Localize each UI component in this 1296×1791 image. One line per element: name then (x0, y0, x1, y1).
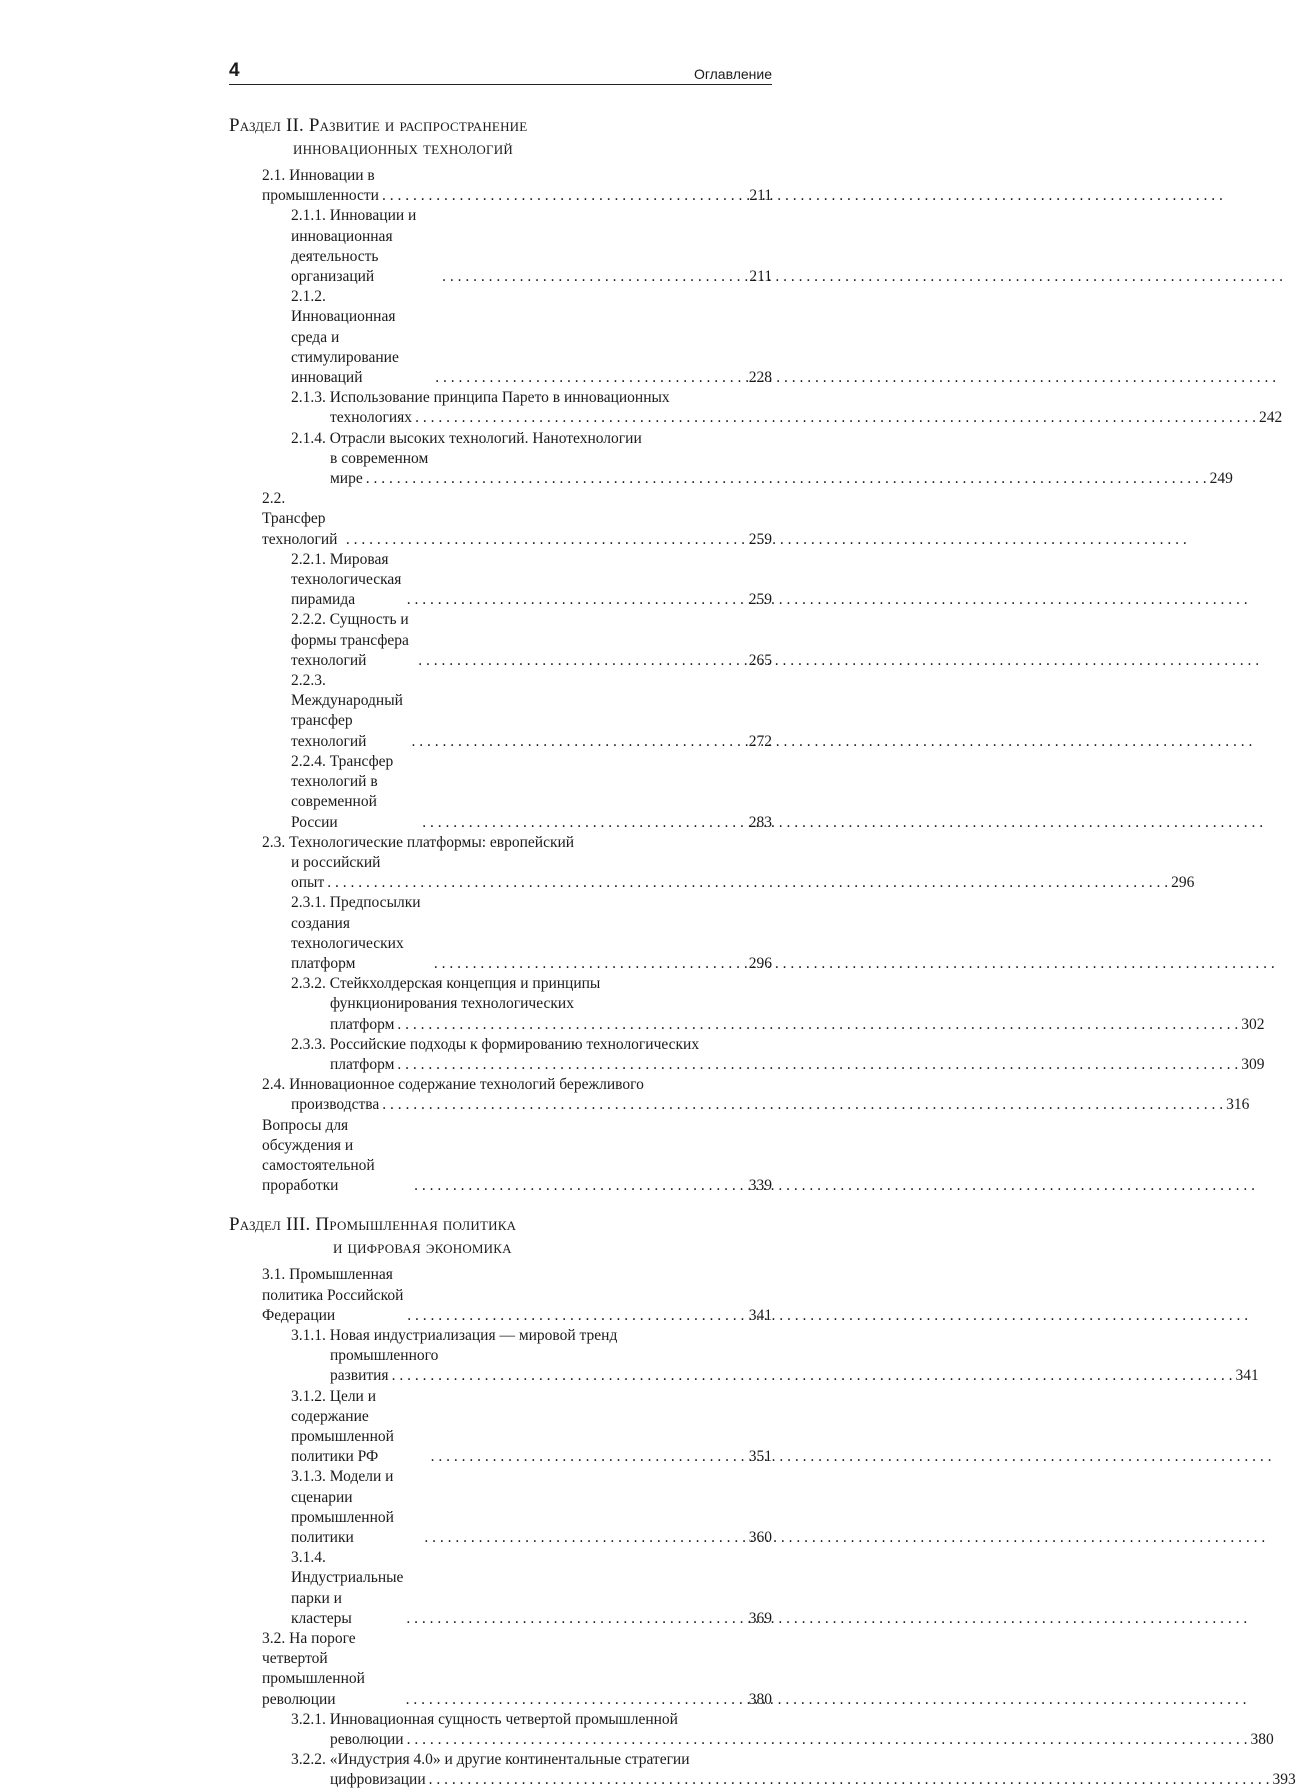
entry-title: Стейкхолдерская концепция и принципы (329, 975, 601, 993)
entry-title: Инновационное содержание технологий бережливого (289, 1076, 644, 1094)
dot-leader (429, 1771, 1270, 1788)
entry-page-number: 316 (1226, 1096, 1250, 1114)
entry-title: Технологические платформы: европейский (289, 833, 575, 851)
part-heading-line: Раздел III. Промышленная политика (229, 1214, 517, 1236)
dot-leader (397, 1056, 1238, 1073)
toc-entry[interactable] (229, 287, 772, 388)
toc-entry[interactable] (229, 1548, 772, 1629)
entry-number: 3.1.2. (291, 1387, 326, 1405)
entry-page-number: 259 (748, 591, 772, 609)
dot-leader (406, 1690, 746, 1710)
entry-title: Мировая технологическая пирамида (291, 550, 402, 609)
dot-leader (407, 1731, 1248, 1748)
entry-title: Промышленная политика Российской Федерации (262, 1266, 404, 1324)
entry-title: На пороге четвертой промышленной революции (262, 1630, 365, 1708)
toc-entry[interactable] (229, 1629, 772, 1710)
part-heading-line: Раздел II. Развитие и распространение (229, 115, 528, 136)
entry-page-number: 228 (748, 369, 772, 387)
dot-leader (442, 267, 746, 287)
entry-title: Использование принципа Парето в инновационных (329, 389, 670, 407)
entry-page-number: 339 (748, 1177, 772, 1195)
dot-leader (414, 1176, 746, 1196)
dot-leader (407, 1306, 746, 1326)
entry-page-number: 259 (748, 530, 772, 548)
entry-title: Индустриальные парки и кластеры (291, 1569, 404, 1627)
table-of-contents (229, 114, 1296, 1791)
entry-title-continued: революции (330, 1731, 404, 1749)
entry-number: 2.3.2. (291, 975, 326, 993)
toc-entry[interactable] (229, 610, 772, 671)
dot-leader (435, 368, 746, 388)
toc-entry[interactable] (229, 974, 1265, 1035)
entry-page-number: 272 (748, 732, 772, 750)
dot-leader (434, 954, 746, 974)
entry-number: 2.1.3. (291, 389, 326, 407)
page-header (229, 58, 772, 85)
entry-title: Вопросы для обсуждения и самостоятельной проработки (262, 1116, 375, 1195)
toc-entries (229, 166, 1283, 1196)
toc-entry[interactable] (229, 489, 772, 550)
dot-leader (424, 1528, 745, 1548)
entry-page-number: 283 (748, 813, 772, 831)
dot-leader (366, 470, 1207, 487)
toc-entry[interactable] (229, 671, 772, 752)
toc-entry[interactable] (229, 893, 772, 974)
entry-title-continued: промышленного развития (330, 1347, 439, 1385)
entry-page-number: 302 (1241, 1015, 1265, 1033)
entry-title: Российские подходы к формированию технологических (329, 1035, 700, 1053)
dot-leader (418, 651, 746, 671)
entry-title: Новая индустриализация — мировой тренд (329, 1326, 618, 1344)
toc-entry[interactable] (229, 166, 772, 206)
entry-page-number: 380 (748, 1690, 772, 1708)
toc-entry[interactable] (229, 1035, 1265, 1075)
entry-number: 2.2.2. (291, 611, 326, 629)
part-heading (229, 114, 772, 160)
entry-title: «Индустрия 4.0» и другие континентальные стратегии (329, 1751, 690, 1769)
part-heading-line: инновационных технологий (293, 138, 513, 159)
entry-page-number: 249 (1209, 470, 1233, 488)
entry-page-number: 309 (1241, 1055, 1265, 1073)
entry-title: Инновации и инновационная деятельность организаций (291, 207, 417, 286)
entry-title: Отрасли высоких технологий. Нанотехнологии (329, 429, 642, 447)
entry-page-number: 341 (1235, 1367, 1259, 1385)
entry-number: 2.4. (262, 1076, 286, 1094)
toc-entry[interactable] (229, 1387, 772, 1468)
entry-title: Инновационная среда и стимулирование инноваций (291, 308, 399, 387)
toc-entry[interactable] (229, 206, 772, 287)
entry-title: Трансфер технологий в современной России (291, 752, 394, 831)
entry-page-number: 351 (748, 1448, 772, 1466)
entry-page-number: 369 (748, 1609, 772, 1627)
entry-page-number: 265 (748, 651, 772, 669)
entry-title-continued: и российский опыт (291, 853, 381, 892)
entry-page-number: 341 (748, 1306, 772, 1324)
entry-page-number: 211 (749, 268, 772, 286)
dot-leader (411, 732, 745, 752)
part-heading (229, 1213, 772, 1259)
entry-title-continued: в современном мире (330, 449, 429, 488)
entry-number: 2.3.3. (291, 1035, 326, 1053)
entry-title-continued: функционирования технологических платформ (330, 995, 574, 1033)
entry-page-number: 380 (1250, 1731, 1274, 1749)
entry-number: 2.1.2. (291, 288, 326, 306)
entry-title-continued: платформ (330, 1055, 395, 1073)
entry-number: 2.2.1. (291, 550, 326, 568)
toc-entry[interactable] (229, 1326, 1259, 1387)
dot-leader (392, 1367, 1233, 1384)
entry-number: 2.2.3. (291, 672, 326, 690)
dot-leader (397, 1016, 1238, 1033)
entry-title: Инновационная сущность четвертой промышленной (329, 1710, 678, 1728)
toc-entry[interactable] (229, 388, 1283, 428)
entry-page-number: 296 (1171, 874, 1195, 892)
entry-number: 2.1.1. (291, 207, 326, 225)
entry-page-number: 242 (1258, 409, 1283, 427)
entry-number: 2.1. (262, 167, 286, 184)
running-head: Оглавление (693, 66, 772, 82)
entry-title: Инновации в промышленности (262, 167, 379, 205)
entry-title: Международный трансфер технологий (291, 692, 403, 750)
entry-number: 3.1.3. (291, 1468, 326, 1486)
entry-number: 2.2.4. (291, 752, 326, 770)
dot-leader (415, 409, 1256, 426)
entry-title: Предпосылки создания технологических платформ (291, 894, 421, 972)
entry-title: Сущность и формы трансфера технологий (291, 611, 409, 669)
entry-title-continued: цифровизации (330, 1771, 426, 1789)
entry-number: 3.2.1. (291, 1710, 326, 1728)
toc-entry[interactable] (229, 752, 772, 833)
dot-leader (406, 1609, 745, 1629)
dot-leader (346, 530, 746, 550)
dot-leader (422, 813, 746, 833)
entry-number: 3.2.2. (291, 1751, 326, 1769)
entry-number: 3.1.4. (291, 1549, 326, 1567)
entry-number: 2.3. (262, 833, 286, 851)
entry-page-number: 211 (749, 187, 772, 205)
toc-entry[interactable] (229, 1710, 1274, 1750)
entry-title-continued: производства (291, 1096, 380, 1114)
part-heading-line: и цифровая экономика (333, 1237, 512, 1259)
toc-entry[interactable] (229, 429, 1233, 490)
entry-title: Модели и сценарии промышленной политики (291, 1468, 394, 1546)
toc-entry[interactable] (229, 1075, 1250, 1115)
entry-page-number: 393 (1272, 1771, 1296, 1789)
entry-page-number: 296 (748, 954, 772, 972)
toc-entry[interactable] (229, 1116, 772, 1197)
toc-entry[interactable] (229, 1750, 1296, 1790)
entry-title: Трансфер технологий (262, 510, 338, 548)
page-number: 4 (229, 60, 240, 81)
entry-number: 3.1. (262, 1266, 286, 1284)
entry-number: 2.2. (262, 490, 286, 508)
toc-entry[interactable] (229, 550, 772, 611)
entry-number: 2.3.1. (291, 894, 326, 912)
dot-leader (407, 590, 746, 610)
entry-number: 2.1.4. (291, 429, 326, 447)
dot-leader (382, 1096, 1223, 1113)
dot-leader (327, 874, 1168, 891)
entry-number: 3.1.1. (291, 1326, 326, 1344)
toc-entries (229, 1265, 1296, 1790)
entry-page-number: 360 (748, 1529, 772, 1546)
entry-title-continued: технологиях (330, 409, 413, 427)
toc-entry[interactable] (229, 833, 1195, 894)
entry-number: 3.2. (262, 1630, 286, 1648)
toc-entry[interactable] (229, 1265, 772, 1326)
dot-leader (382, 186, 746, 206)
entry-title: Цели и содержание промышленной политики РФ (291, 1387, 394, 1466)
dot-leader (431, 1447, 746, 1467)
toc-entry[interactable] (229, 1467, 772, 1548)
